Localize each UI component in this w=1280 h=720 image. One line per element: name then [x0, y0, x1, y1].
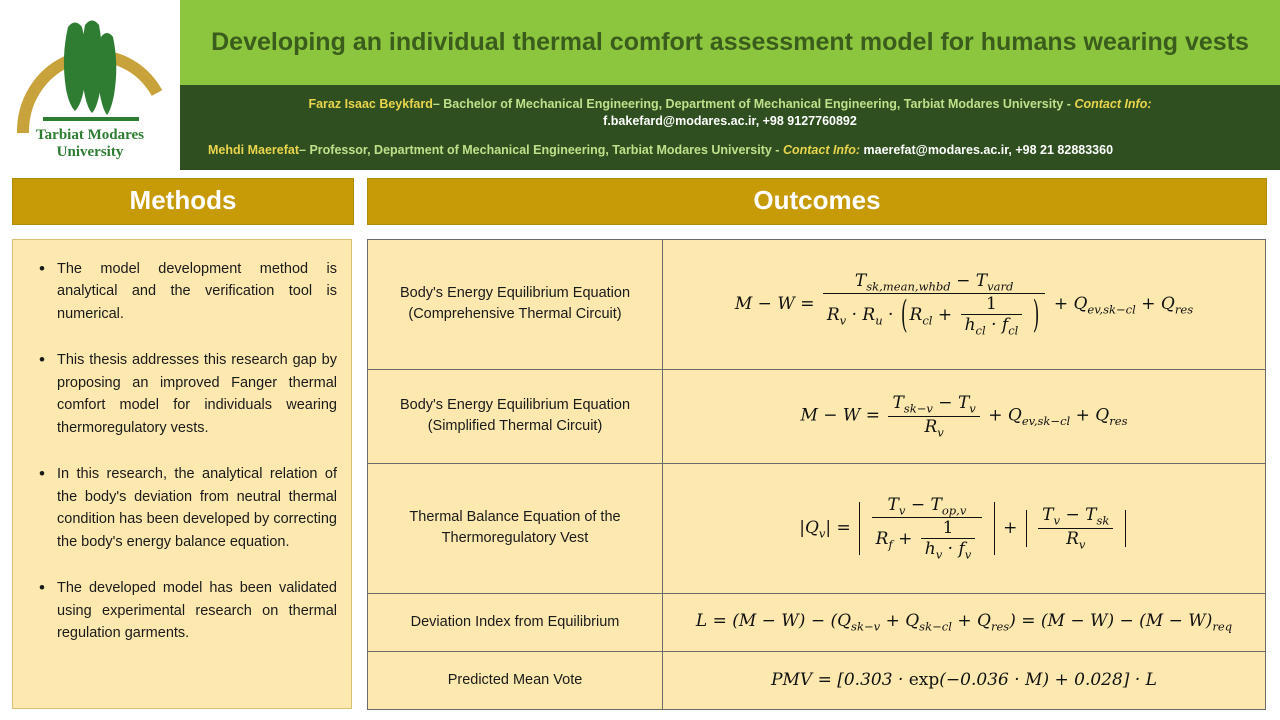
author-2-contact-value: maerefat@modares.ac.ir, +98 21 82883360 [863, 142, 1114, 157]
row-label: Predicted Mean Vote [368, 651, 663, 709]
author-1-contact-value: f.bakefard@modares.ac.ir, +98 9127760892 [603, 114, 857, 129]
svg-text:University: University [56, 144, 124, 160]
author-2-name: Mehdi Maerefat [208, 142, 299, 157]
row-label: Deviation Index from Equilibrium [368, 593, 663, 651]
outcomes-column [355, 170, 1280, 720]
poster-title-bar [180, 0, 1280, 85]
row-label: Body's Energy Equilibrium Equation (Comprehensive Thermal Circuit) [368, 240, 663, 370]
author-line-1 [194, 96, 1266, 130]
author-2-contact-label: Contact Info: [782, 142, 861, 157]
row-equation: M − W = $T_{sk,mean,whbd} - T_{vard}$ $R_v \cdot R_u$ · ( $R_{cl}$ + $\frac{1}{h_{cl} \cdot f_{cl}}$ ) + $Q_{ev,sk-cl} + Q_{res}$ [663, 240, 1266, 370]
list-item: • In this research, the analytical relation of the body's deviation from neutral thermal condition has been developed by correcting the body's energy balance equation. [41, 463, 337, 553]
poster-title: Developing an individual thermal comfort assessment model for humans wearing vests [211, 27, 1249, 56]
university-logo [0, 0, 180, 170]
authors-bar [180, 85, 1280, 170]
author-line-2 [194, 142, 1266, 159]
poster-header [0, 0, 1280, 170]
outcomes-table [367, 239, 1266, 710]
row-label: Body's Energy Equilibrium Equation (Simplified Thermal Circuit) [368, 369, 663, 463]
table-row [368, 240, 1266, 370]
author-1-name: Faraz Isaac Beykfard [308, 97, 433, 112]
list-item: • This thesis addresses this research gap by proposing an improved Fanger thermal comfort model for individuals wearing thermoregulatory vests. [41, 349, 337, 439]
table-row [368, 593, 1266, 651]
row-equation: PMV = [0.303 · exp(−0.036 · M) + 0.028] · L [663, 651, 1266, 709]
author-2-dash: – [299, 142, 306, 157]
methods-bullet-list [19, 258, 337, 645]
row-equation: $|Q_v|$ = $T_v - T_{op,v}$ $R_f$ + $\frac{1}{h_v \cdot f_v}$ + $\frac{T_v - T_{sk}}{R_v}$ [663, 463, 1266, 593]
logo-graphic [5, 5, 175, 165]
outcomes-heading: Outcomes [367, 178, 1267, 225]
author-2-role: Professor, Department of Mechanical Engineering, Tarbiat Modares University - [309, 142, 780, 157]
row-equation: $L = (M - W) - (Q_{sk-v} + Q_{sk-cl} + Q_{res}) = (M - W) - (M - W)_{req}$ [663, 593, 1266, 651]
author-1-dash: – [432, 97, 440, 112]
row-equation: M − W = $\frac{T_{sk-v} - T_v}{R_v}$ + $Q_{ev,sk-cl} + Q_{res}$ [663, 369, 1266, 463]
svg-text:Tarbiat Modares: Tarbiat Modares [36, 127, 144, 143]
table-row [368, 651, 1266, 709]
header-right [180, 0, 1280, 170]
list-item: • The model development method is analytical and the verification tool is numerical. [41, 258, 337, 325]
list-item: • The developed model has been validated using experimental research on thermal regulation garments. [41, 577, 337, 644]
methods-column [0, 170, 355, 720]
author-1-role: Bachelor of Mechanical Engineering, Department of Mechanical Engineering, Tarbiat Modares University - [443, 97, 1071, 112]
table-row [368, 463, 1266, 593]
row-label: Thermal Balance Equation of the Thermoregulatory Vest [368, 463, 663, 593]
methods-heading: Methods [12, 178, 354, 225]
table-row [368, 369, 1266, 463]
methods-panel [12, 239, 352, 709]
poster-body [0, 170, 1280, 720]
author-1-contact-label: Contact Info: [1074, 97, 1152, 112]
